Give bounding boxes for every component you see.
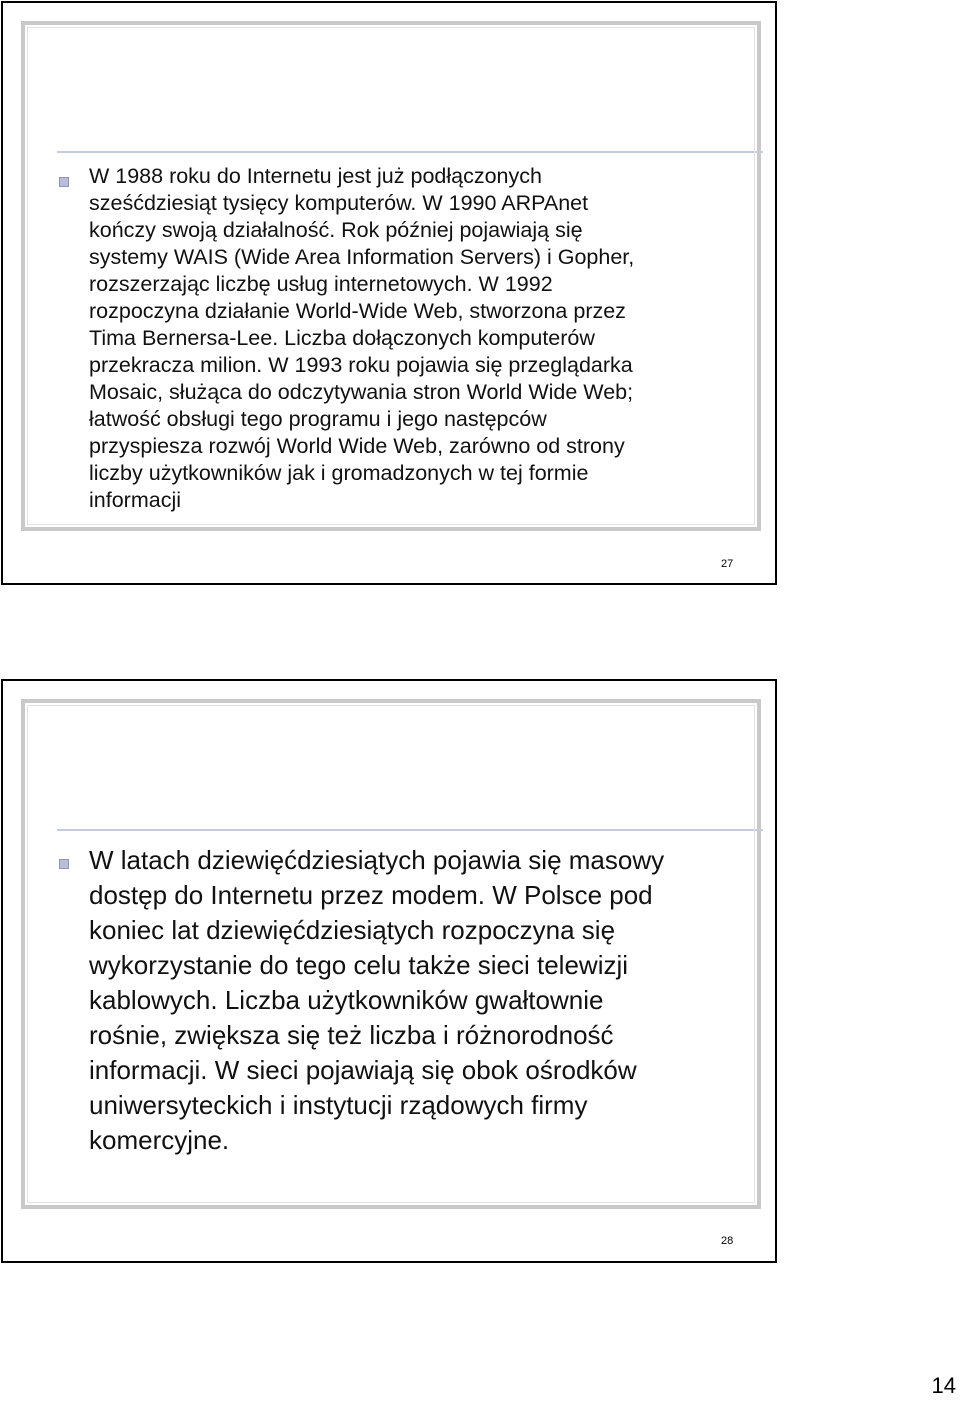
slide-body-text: W 1988 roku do Internetu jest już podłączonych sześćdziesiąt tysięcy komputerów. W 1990 ARPAnet kończy swoją działalność. Rok później pojawiają się systemy WAIS (Wide Area Information Servers) i Gopher, rozszerzając liczbę usług internetowych. W 1992 rozpoczyna działanie World-Wide Web, stworzona przez Tima Bernersa-Lee. Liczba dołączonych komputerów przekracza milion. W 1993 roku pojawia się przeglądarka Mosaic, służąca do odczytywania stron World Wide Web; łatwość obsługi tego programu i jego następców przyspiesza rozwój World Wide Web, zarówno od strony liczby użytkowników jak i gromadzonych w tej formie informacji xyxy=(89,164,635,512)
slide-frame xyxy=(21,699,761,1209)
bullet-square-icon xyxy=(59,859,69,869)
slide-28 xyxy=(1,679,777,1263)
slide-page-number: 28 xyxy=(721,1235,734,1247)
slide-27 xyxy=(1,1,777,585)
slide-body-text: W latach dziewięćdziesiątych pojawia się masowy dostęp do Internetu przez modem. W Polsce pod koniec lat dziewięćdziesiątych rozpoczyna się wykorzystanie do tego celu także sieci telewizji kablowych. Liczba użytkowników gwałtownie rośnie, zwiększa się też liczba i różnorodność informacji. W sieci pojawiają się obok ośrodków uniwersyteckich i instytucji rządowych firmy komercyjne. xyxy=(89,845,665,1155)
bullet-square-icon xyxy=(59,177,69,187)
title-rule xyxy=(57,151,763,153)
slide-frame xyxy=(21,21,761,531)
document-page-number: 14 xyxy=(931,1373,956,1398)
slide-page-number: 27 xyxy=(721,558,734,570)
title-rule xyxy=(57,829,763,831)
